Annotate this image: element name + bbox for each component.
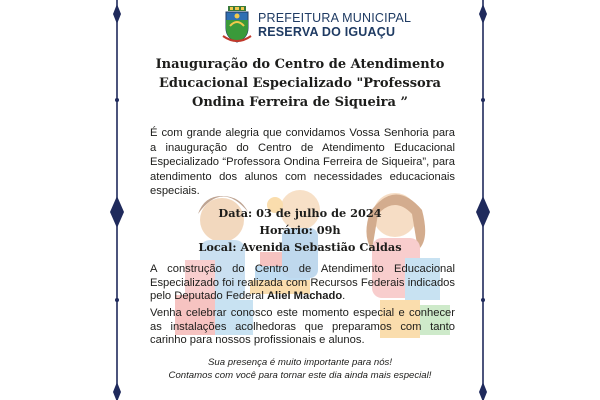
invitation-title [140,55,460,112]
event-location: Local: Avenida Sebastião Caldas [198,240,402,254]
title-line-1: Inauguração do Centro de Atendimento [155,57,445,72]
title-line-2: Educacional Especializado "Professora [158,76,441,91]
event-date: Data: 03 de julho de 2024 [218,206,382,220]
header-municipality-label: PREFEITURA MUNICIPAL [258,11,412,25]
closing-line-2: Contamos com você para tornar este dia ainda mais especial! [168,370,432,381]
construction-text: A construção do Centro de Atendimento Educacional Especializado foi realizada com Recursos Federais indicados pelo Deputado Federal [150,263,455,302]
header-city-name: RESERVA DO IGUAÇU [258,25,396,39]
coat-of-arms-icon [222,6,252,44]
event-details [150,205,450,256]
intro-paragraph: É com grande alegria que convidamos Vossa Senhoria para a inauguração do Centro de Atendimento Educacional Especializado “Professora Ondina Ferreira de Siqueira”, para atendimento dos alunos com necessidades educacionais especiais. [150,127,455,197]
closing-line-1: Sua presença é muito importante para nós! [208,357,392,368]
celebrate-paragraph: Venha celebrar conosco este momento especial e conhecer as instalações acolhedoras que preparamos com tanto carinho para nossos profissionais e alunos. [150,307,455,346]
deputy-name: Aliel Machado [266,290,343,302]
closing-message [140,356,460,382]
construction-paragraph [150,263,455,304]
title-line-3: Ondina Ferreira de Siqueira ” [192,95,408,110]
municipal-header [222,6,411,44]
event-time: Horário: 09h [259,223,341,237]
construction-end: . [342,290,346,302]
